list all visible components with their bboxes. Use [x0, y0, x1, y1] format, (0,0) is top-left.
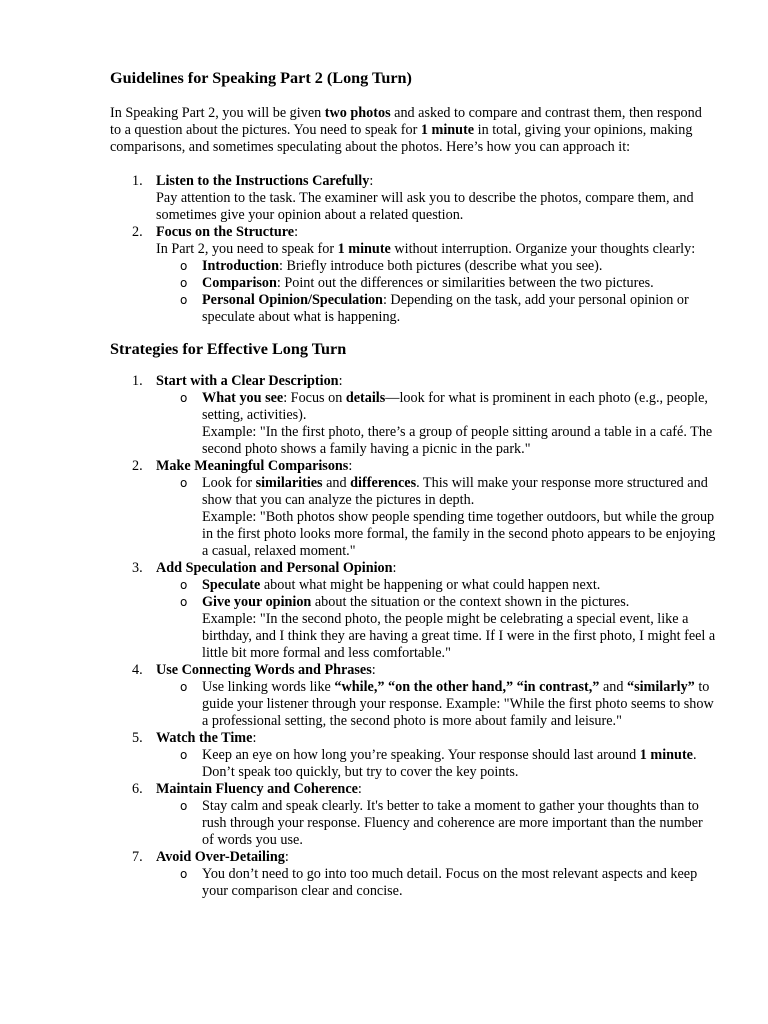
intro-text: In Speaking Part 2, you will be given: [110, 105, 325, 121]
body-text: without interruption. Organize your thoughts clearly:: [390, 241, 696, 257]
sub-bold: “similarly”: [626, 679, 695, 695]
example-text: Example: "In the second photo, the people might be celebrating a special event, like a birthday, and I think they are having a great time. If I were in the first photo, I might feel a little bit more formal and less comfortable.": [202, 611, 716, 661]
sub-item: [156, 747, 716, 781]
sub-list: [156, 747, 716, 781]
sub-text: You don’t need to go into too much detail. Focus on the most relevant aspects and keep your comparison clear and concise.: [202, 866, 698, 899]
strategy-item: [110, 781, 716, 849]
intro-text: in total, giving your opinions, making comparisons, and sometimes speculating about the photos. Here’s how you can approach it:: [110, 122, 693, 155]
guideline-body: [156, 241, 716, 258]
sub-item: [156, 594, 716, 662]
sub-bold: “while,” “on the other hand,” “in contrast,”: [334, 679, 600, 695]
body-bold: 1 minute: [337, 241, 391, 257]
strategies-list: [110, 373, 716, 900]
heading-colon: :: [357, 781, 362, 797]
sub-list: [156, 258, 716, 326]
sub-bold: similarities: [255, 475, 323, 491]
sub-item: [156, 475, 716, 560]
sub-bold: 1 minute: [639, 747, 693, 763]
body-text: In Part 2, you need to speak for: [156, 241, 338, 257]
sub-bold: details: [345, 390, 386, 406]
strategy-item: [110, 458, 716, 560]
strategy-heading: Maintain Fluency and Coherence: [156, 781, 358, 797]
intro-bold-two-photos: two photos: [324, 105, 391, 121]
strategy-heading: Watch the Time: [156, 730, 253, 746]
sub-list: [156, 679, 716, 730]
example-text: Example: "Both photos show people spending time together outdoors, but while the group in the first photo looks more formal, the family in the second photo appears to be enjoying a casual, relaxed moment.": [202, 509, 716, 559]
strategy-item: [110, 662, 716, 730]
strategy-heading: Make Meaningful Comparisons: [156, 458, 349, 474]
bullet-icon: o: [180, 680, 188, 694]
strategy-heading: Start with a Clear Description: [156, 373, 339, 389]
heading-colon: :: [294, 224, 299, 240]
bullet-icon: o: [180, 748, 188, 762]
list-number: 2.: [132, 224, 143, 240]
sub-item: [156, 292, 716, 326]
sub-text: about what might be happening or what could happen next.: [260, 577, 601, 593]
strategy-item: [110, 560, 716, 662]
sub-bold: What you see: [202, 390, 284, 406]
list-number: 3.: [132, 560, 143, 576]
bullet-icon: o: [180, 476, 188, 490]
strategy-heading: Use Connecting Words and Phrases: [156, 662, 372, 678]
document-title: Guidelines for Speaking Part 2 (Long Turn): [110, 69, 412, 87]
strategy-heading: Add Speculation and Personal Opinion: [156, 560, 393, 576]
strategies-title: Strategies for Effective Long Turn: [110, 340, 347, 358]
sub-text: . Don’t speak too quickly, but try to cover the key points.: [202, 747, 697, 780]
sub-bold: Give your opinion: [202, 594, 312, 610]
list-number: 1.: [132, 373, 143, 389]
strategy-item: [110, 849, 716, 900]
bullet-icon: o: [180, 867, 188, 881]
sub-item: [156, 679, 716, 730]
sub-item: [156, 275, 716, 292]
sub-item: [156, 866, 716, 900]
bullet-icon: o: [180, 595, 188, 609]
sub-text: : Point out the differences or similarities between the two pictures.: [276, 275, 654, 291]
bullet-icon: o: [180, 293, 188, 307]
guideline-item: [110, 173, 716, 224]
example-text: Example: "In the first photo, there’s a group of people sitting around a table in a café. The second photo shows a family having a picnic in the park.": [202, 424, 713, 457]
sub-text: to guide your listener through your response. Example: "While the first photo seems to show a professional setting, the second photo is more about family and leisure.": [202, 679, 714, 729]
sub-list: [156, 866, 716, 900]
sub-text: —look for what is prominent in each photo (e.g., people, setting, activities).: [202, 390, 708, 423]
bullet-icon: o: [180, 799, 188, 813]
sub-bold: Speculate: [202, 577, 261, 593]
heading-colon: :: [348, 458, 353, 474]
bullet-icon: o: [180, 259, 188, 273]
list-number: 1.: [132, 173, 143, 189]
sub-list: [156, 390, 716, 458]
sub-list: [156, 577, 716, 662]
sub-item: [156, 390, 716, 458]
heading-colon: :: [284, 849, 289, 865]
heading-colon: :: [338, 373, 343, 389]
list-number: 5.: [132, 730, 143, 746]
sub-bold: Introduction: [202, 258, 279, 274]
sub-text: : Depending on the task, add your personal opinion or speculate about what is happening.: [202, 292, 689, 325]
guideline-item: [110, 224, 716, 326]
list-number: 2.: [132, 458, 143, 474]
sub-item: [156, 577, 716, 594]
intro-text: and asked to compare and contrast them, then respond to a question about the pictures. You need to speak for: [110, 105, 702, 138]
strategy-item: [110, 730, 716, 781]
heading-colon: :: [369, 173, 374, 189]
sub-list: [156, 475, 716, 560]
heading-colon: :: [392, 560, 397, 576]
bullet-icon: o: [180, 391, 188, 405]
heading-colon: :: [252, 730, 257, 746]
sub-item: [156, 798, 716, 849]
sub-text: : Briefly introduce both pictures (describe what you see).: [279, 258, 603, 274]
sub-text: : Focus on: [283, 390, 346, 406]
strategy-heading: Avoid Over-Detailing: [156, 849, 285, 865]
list-number: 4.: [132, 662, 143, 678]
bullet-icon: o: [180, 578, 188, 592]
list-number: 6.: [132, 781, 143, 797]
bullet-icon: o: [180, 276, 188, 290]
sub-bold: differences: [350, 475, 417, 491]
sub-text: Stay calm and speak clearly. It's better to take a moment to gather your thoughts than to rush through your response. Fluency and coherence are more important than the number of words you use.: [202, 798, 703, 848]
guidelines-list: [110, 173, 716, 326]
heading-colon: :: [371, 662, 376, 678]
guideline-body: Pay attention to the task. The examiner will ask you to describe the photos, compare them, and sometimes give your opinion about a related question.: [156, 190, 694, 223]
sub-text: about the situation or the context shown in the pictures.: [311, 594, 630, 610]
sub-text: Use linking words like: [202, 679, 335, 695]
sub-text: and: [599, 679, 627, 695]
sub-item: [156, 258, 716, 275]
sub-text: Look for: [202, 475, 256, 491]
sub-text: and: [322, 475, 351, 491]
guideline-heading: Focus on the Structure: [156, 224, 295, 240]
sub-bold: Comparison: [202, 275, 277, 291]
strategy-item: [110, 373, 716, 458]
sub-text: Keep an eye on how long you’re speaking. Your response should last around: [202, 747, 640, 763]
intro-bold-one-minute: 1 minute: [420, 122, 475, 138]
intro-paragraph: [110, 105, 716, 156]
sub-text: . This will make your response more structured and show that you can analyze the pictures in depth.: [202, 475, 708, 508]
sub-bold: Personal Opinion/Speculation: [202, 292, 383, 308]
list-number: 7.: [132, 849, 143, 865]
guideline-heading: Listen to the Instructions Carefully: [156, 173, 370, 189]
sub-list: [156, 798, 716, 849]
